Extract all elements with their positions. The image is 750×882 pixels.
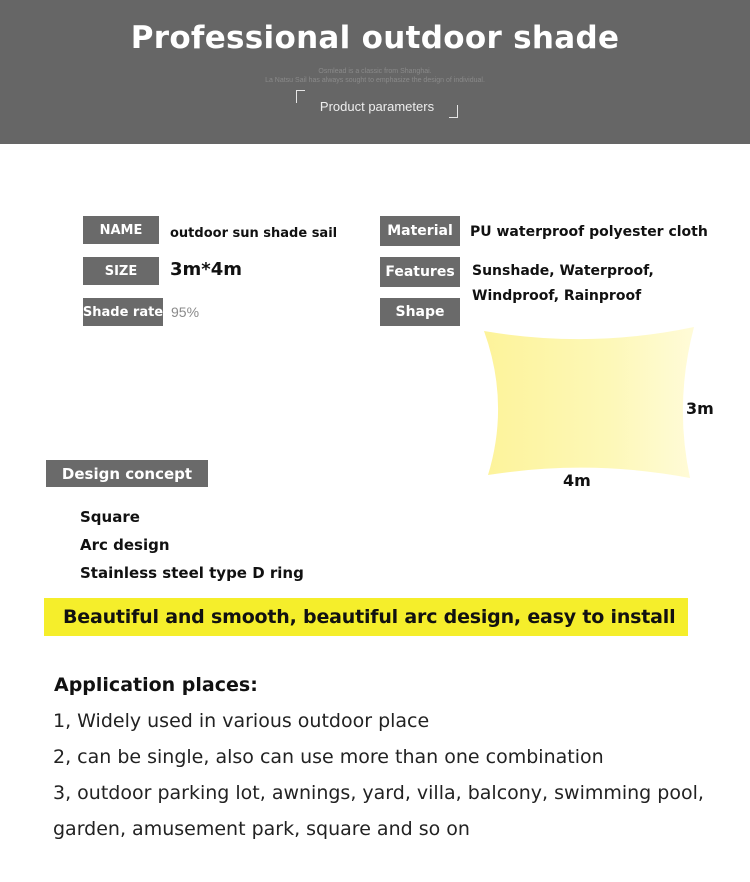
features-value-line-2: Windproof, Rainproof xyxy=(472,288,642,304)
banner-text: Beautiful and smooth, beautiful arc design, easy to install xyxy=(63,606,676,628)
page-title: Professional outdoor shade xyxy=(130,20,620,56)
name-value: outdoor sun shade sail xyxy=(170,226,338,241)
shade-sail-shape-icon xyxy=(480,325,700,485)
application-title: Application places: xyxy=(54,674,258,696)
features-label: Features xyxy=(380,257,460,287)
product-parameters-label: Product parameters xyxy=(319,99,435,114)
highlight-banner xyxy=(44,598,688,636)
design-item-arc: Arc design xyxy=(80,536,170,554)
application-line-3: 3, outdoor parking lot, awnings, yard, villa, balcony, swimming pool, xyxy=(53,782,704,804)
header-banner xyxy=(0,0,750,144)
size-value: 3m*4m xyxy=(170,259,242,280)
product-parameters-frame xyxy=(296,90,458,118)
application-line-4: garden, amusement park, square and so on xyxy=(53,818,470,840)
shade-sail-fill xyxy=(484,327,694,478)
shape-width-label: 4m xyxy=(563,471,591,490)
shade-rate-label: Shade rate xyxy=(83,298,163,326)
header-subtitle-line-1: Osmlead is a classic from Shanghai. xyxy=(318,68,432,75)
design-item-d-ring: Stainless steel type D ring xyxy=(80,564,304,582)
design-item-square: Square xyxy=(80,508,140,526)
shape-label: Shape xyxy=(380,298,460,326)
name-label: NAME xyxy=(83,216,159,244)
features-value-line-1: Sunshade, Waterproof, xyxy=(472,263,654,279)
application-line-1: 1, Widely used in various outdoor place xyxy=(53,710,430,732)
size-label: SIZE xyxy=(83,257,159,285)
design-concept-label: Design concept xyxy=(46,460,208,487)
shade-rate-value: 95% xyxy=(171,304,200,320)
material-label: Material xyxy=(380,216,460,246)
material-value: PU waterproof polyester cloth xyxy=(470,224,708,240)
header-subtitle-line-2: La Natsu Sail has always sought to emphasize the design of individual. xyxy=(265,77,485,84)
application-line-2: 2, can be single, also can use more than one combination xyxy=(53,746,604,768)
shape-height-label: 3m xyxy=(686,399,714,418)
